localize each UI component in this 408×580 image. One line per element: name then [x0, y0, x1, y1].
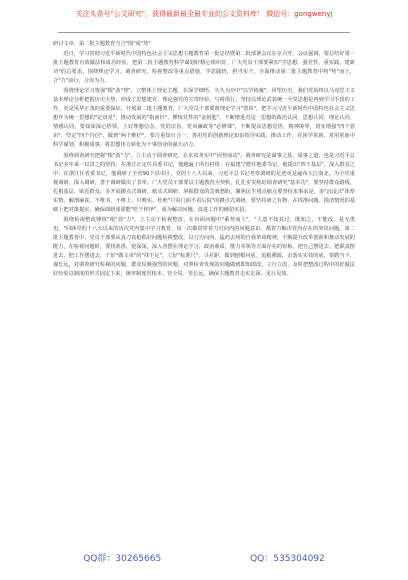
- paragraph: 围绕调查研究把握"根"劲"力"，立主动于调查研究，在求真务实中"因势而动"。调查研究是谋事之基、成事之道，也是习近平总书记多年来一以贯之的坚持；在浙江正定任县委书记，他跑遍了所有村组；在福建宁德任地委书记，他提出"四下基层"，深入群众之中；在浙江任省委书记，他调研了全省90个县市区，党的十八大以来，习近平总书记考察调研的足迹更是遍布大江南北。为全党重视调研、深入调研，善于调研做出了表率。广大党员干部要以主题教育为契机，扎扎实实练好调查研究"基本功"，要坚持群众路线，扎根基层、贴近群众，多开展蹲点式调研、纸头式调研，掌握群众的急难愁盼，聚焦民生堵点痛点要坚持求事求是，多"沉浸式"体察实情，解剖麻雀，不唯书、不唯上、只唯实，杜绝"只看门面不看后院"的蹲点式调研，要坚持研之有物，在找准问题、摸清情况的基础上把对策提实，确保调研成果能"吃干榨净"，成为解决问题、改进工作的硬招实招。: [53, 152, 355, 213]
- banner-text: 关注头条号"公文研究"，获得最新最全最专业的公文资料库！ 微信号：gongwenyj: [75, 10, 333, 18]
- footer: [0, 551, 408, 564]
- paragraph: 围绕理论学习筑强"根"劲"势"，立整体上理论主题，在深学细悟、久久为功中"以学铸魂"。回望历史，我们党始终以马克思主义基本理论分析把握历史大势，形成了思想建党、理论强党的宝贵经验。与时俱行，坚持以理论武装统一全党思想是再到学习手段的工作，更是风华正茂的重要保证。开展第二批主题教育，广大党员干部要将理论学习"置顶"，把学习习近平新时代中国特色社会主义思想作为统一思想的"定盘星"，推动发展的"指南针"，锤炼党性的"金钥匙"，不断增进对这一思想的政治认同、思想认同、理论认同、情感认同。要知深深心悟领，上好理想信念、党的宗旨、党风廉政等"必修课"，不断提高思想觉悟、精神境界，切实增强"四个意识"、坚定"四个自信"、做到"两个维护"。要注重知行合一，善用党的创新理论知识指导实践，推动工作，在读学常新、常用常新中科学谋划、积极成事，将思想伟力转化为干事创业的强大动力。: [53, 88, 355, 149]
- paragraph: 围绕检视整改锤炼"根"劲"力"，立主动于检视整改，在直面问题中"乘势而上"，"人患不知其过，既知之，不能改，是无勇也。"回顾党的十八大以来的历次党内集中学习教育，每一次都贯穿着刀刃向内的问题意识。都着力解决党内存在的突出问题。第二批主题教育中，党员干部要从真刀真枪抓好问题检视整改，以刀刃向内、猛药去疴的自我革命精神，不断提升改革创新和推动发展的能力，在检视问题时，要找准准、挖深深，深入查摆在理论学习、政治素质、能力本领等方面存在的短板，把自己摆进去、把职责摆进去、把工作摆进去，干好"做文章"的"找不足"，立好"标准尺"，寻差距，做到刨根问底，追根溯源，击落实实效的底，要聘当下，谋长远，对调查研究检视的问题、群众反映强烈的问题、对照检查发现的问题做到即知即改、立行立改，及时把整改过程中的好做法好经验以制度的形式固定下来，统率制度管根本、管全局、管长远，确保主题教育走实走深、见行见效。: [53, 216, 355, 278]
- document-title: 研讨文章：第二批主题教育当合"围"成"势": [53, 41, 151, 47]
- promo-banner: [0, 10, 408, 19]
- document-body: [53, 40, 355, 280]
- qq-group: QQ群：30265665: [83, 554, 162, 564]
- paragraph: 近日，学习贯彻习近平新时代中国特色社会主义思想主题教育第一批总结暨第二批部署会议在京召开。会议强调，要总结好第一批主题教育有效做法和成功经验，把第二批主题教育科学谋划好精心组织好。广大党员干部要紧扣"学思想、强党性、重实践、建新功"的总要求，围绕理论学习、调查研究、检视整改等重点措施，学思践悟，担当实干，全面推动第二批主题教育中将"势"而上，合"力"前行，合攻为力。: [53, 51, 355, 85]
- divider: [58, 32, 350, 33]
- qq-number: QQ：535304092: [250, 554, 325, 564]
